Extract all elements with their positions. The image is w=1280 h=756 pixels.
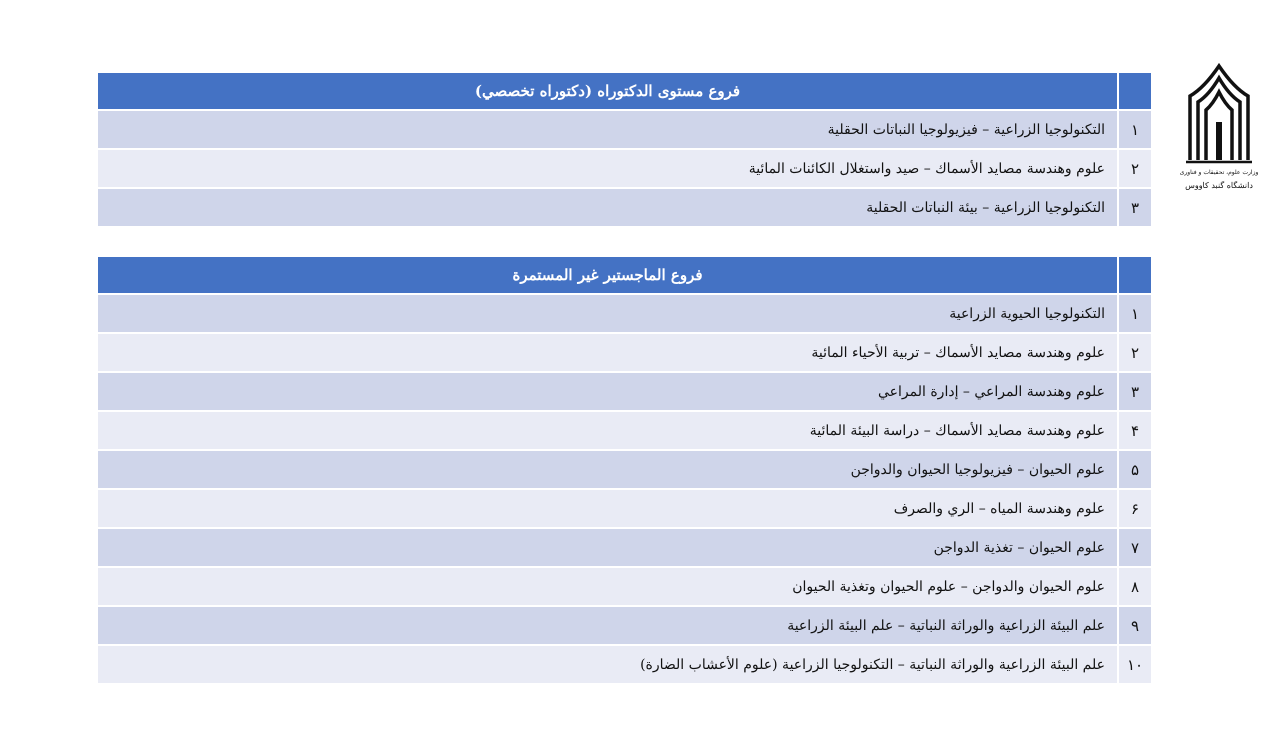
row-text: علوم الحيوان والدواجن – علوم الحيوان وتغذية الحيوان bbox=[97, 567, 1118, 606]
row-number: ٢ bbox=[1118, 333, 1151, 372]
logo-center-bar bbox=[1216, 122, 1222, 160]
row-text: علوم وهندسة مصايد الأسماك – دراسة البيئة المائية bbox=[97, 411, 1118, 450]
table-row bbox=[97, 372, 1151, 411]
table-row bbox=[97, 606, 1151, 645]
table-title: فروع الماجستير غير المستمرة bbox=[97, 257, 1118, 294]
logo-ministry-text: وزارت علوم، تحقیقات و فناوری bbox=[1179, 169, 1259, 176]
row-text: علم البيئة الزراعية والوراثة النباتية – التكنولوجيا الزراعية (علوم الأعشاب الضارة) bbox=[97, 645, 1118, 684]
table-row bbox=[97, 528, 1151, 567]
table-row bbox=[97, 645, 1151, 684]
row-text: علوم وهندسة مصايد الأسماك – صيد واستغلال الكائنات المائية bbox=[97, 149, 1118, 188]
number-column-header bbox=[1118, 257, 1151, 294]
number-column-header bbox=[1118, 73, 1151, 110]
row-text: علوم الحيوان – تغذية الدواجن bbox=[97, 528, 1118, 567]
table-header-row bbox=[97, 73, 1151, 110]
row-number: ١ bbox=[1118, 294, 1151, 333]
row-number: ٨ bbox=[1118, 567, 1151, 606]
table-row bbox=[97, 333, 1151, 372]
row-number: ٢ bbox=[1118, 149, 1151, 188]
row-number: ٩ bbox=[1118, 606, 1151, 645]
row-text: علوم وهندسة المراعي – إدارة المراعي bbox=[97, 372, 1118, 411]
university-emblem-icon bbox=[1179, 60, 1259, 200]
table-row bbox=[97, 294, 1151, 333]
table-row bbox=[97, 110, 1151, 149]
logo-university-text: دانشگاه گنبد کاووس bbox=[1185, 181, 1253, 190]
row-text: التكنولوجيا الزراعية – فيزيولوجيا النباتات الحقلية bbox=[97, 110, 1118, 149]
masters-branches-table bbox=[96, 257, 1151, 685]
phd-branches-table bbox=[96, 73, 1151, 228]
row-number: ٧ bbox=[1118, 528, 1151, 567]
row-number: ۶ bbox=[1118, 489, 1151, 528]
row-text: التكنولوجيا الحيوية الزراعية bbox=[97, 294, 1118, 333]
row-text: التكنولوجيا الزراعية – بيئة النباتات الحقلية bbox=[97, 188, 1118, 227]
table-header-row bbox=[97, 257, 1151, 294]
row-text: علوم وهندسة مصايد الأسماك – تربية الأحياء المائية bbox=[97, 333, 1118, 372]
table-row bbox=[97, 567, 1151, 606]
table-row bbox=[97, 149, 1151, 188]
table-row bbox=[97, 188, 1151, 227]
row-number: ٣ bbox=[1118, 188, 1151, 227]
row-number: ١ bbox=[1118, 110, 1151, 149]
row-text: علوم وهندسة المياه – الري والصرف bbox=[97, 489, 1118, 528]
table-title: فروع مستوى الدكتوراه (دكتوراه تخصصي) bbox=[97, 73, 1118, 110]
table-row bbox=[97, 450, 1151, 489]
row-number: ۴ bbox=[1118, 411, 1151, 450]
row-number: ۵ bbox=[1118, 450, 1151, 489]
row-number: ٣ bbox=[1118, 372, 1151, 411]
table-row bbox=[97, 411, 1151, 450]
row-text: علم البيئة الزراعية والوراثة النباتية – علم البيئة الزراعية bbox=[97, 606, 1118, 645]
row-number: ١٠ bbox=[1118, 645, 1151, 684]
row-text: علوم الحيوان – فيزيولوجيا الحيوان والدواجن bbox=[97, 450, 1118, 489]
table-row bbox=[97, 489, 1151, 528]
